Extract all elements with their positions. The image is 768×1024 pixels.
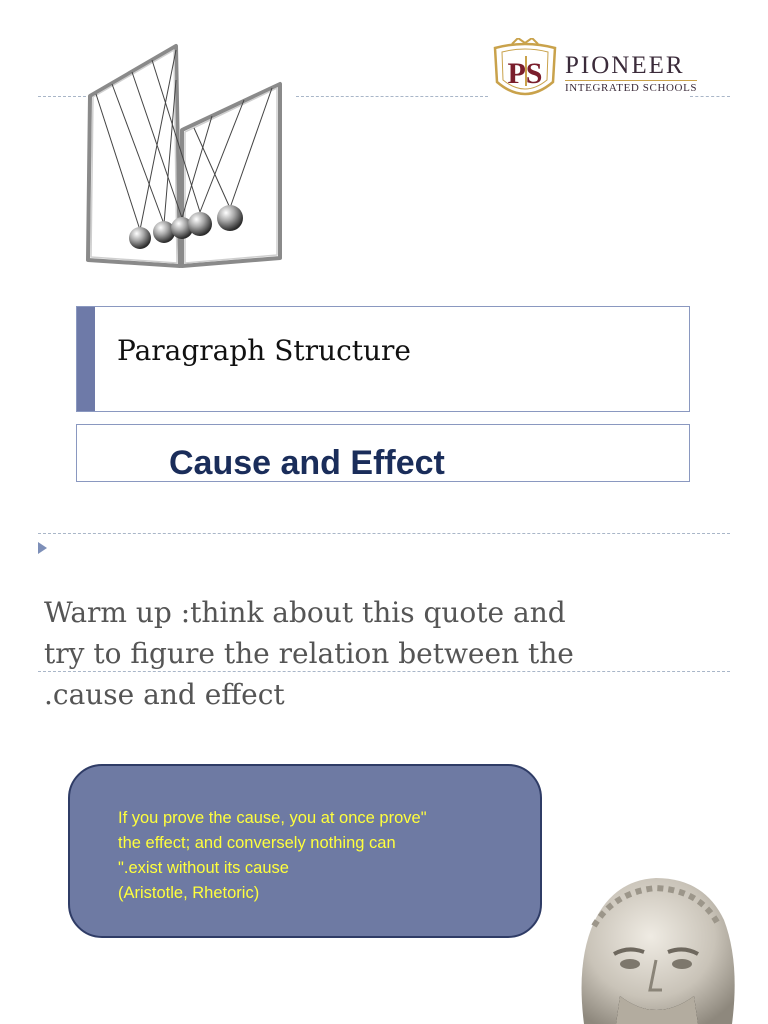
quote-box (68, 764, 542, 938)
logo-school-subtitle: INTEGRATED SCHOOLS (565, 82, 698, 94)
aristotle-bust-image (564, 872, 742, 1024)
quote-line: ".exist without its cause (118, 859, 289, 877)
warm-up-text (44, 592, 724, 715)
warm-up-line: .cause and effect (44, 678, 285, 711)
svg-text:PS: PS (507, 57, 543, 90)
quote-text (118, 806, 427, 906)
title-box (76, 306, 690, 412)
slide-separator (38, 533, 730, 534)
subtitle-box (76, 424, 690, 482)
quote-line: the effect; and conversely nothing can (118, 834, 396, 852)
header-rule-middle (296, 96, 488, 97)
quote-line: If you prove the cause, you at once prove" (118, 809, 427, 827)
slide-subtitle: Cause and Effect (169, 444, 445, 482)
warm-up-line: Warm up :think about this quote and (44, 596, 566, 629)
header-rule-left (38, 96, 86, 97)
slide-title: Paragraph Structure (117, 334, 411, 367)
newtons-cradle-image (82, 40, 294, 272)
bullet-arrow-icon (38, 542, 47, 554)
logo-school-name: PIONEER (565, 52, 685, 79)
warm-up-line: try to figure the relation between the (44, 637, 574, 670)
quote-attribution: (Aristotle, Rhetoric) (118, 884, 260, 902)
title-accent-bar (77, 307, 95, 411)
